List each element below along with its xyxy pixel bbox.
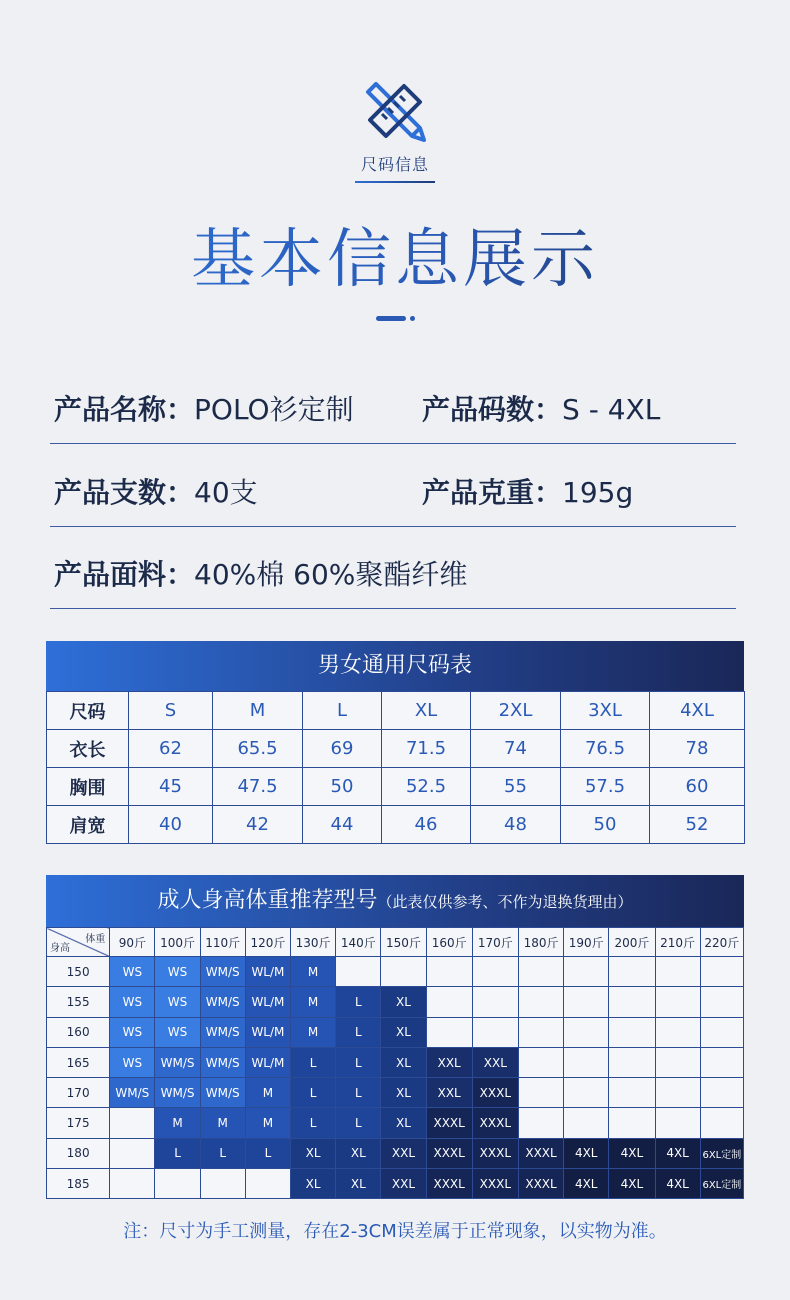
recommendation-cell (655, 1017, 700, 1047)
size-cell: 44 (303, 806, 382, 844)
recommendation-cell (609, 957, 655, 987)
recommendation-cell: L (291, 1078, 336, 1108)
recommendation-cell (472, 987, 518, 1017)
recommendation-cell (472, 957, 518, 987)
recommendation-cell: WL/M (245, 1017, 290, 1047)
size-row-label: 衣长 (47, 730, 129, 768)
recommendation-cell: M (200, 1108, 245, 1138)
size-cell: 52.5 (382, 768, 471, 806)
recommendation-row (47, 957, 744, 987)
recommendation-cell (200, 1169, 245, 1199)
recommendation-cell: XL (381, 1108, 426, 1138)
info-key: 产品名称： (54, 393, 195, 426)
recommendation-cell: WS (155, 1017, 200, 1047)
recommendation-cell (110, 1169, 155, 1199)
weight-header-cell: 170斤 (472, 928, 518, 957)
size-cell: 52 (650, 806, 745, 844)
size-cell: 62 (129, 730, 213, 768)
size-cell: 71.5 (382, 730, 471, 768)
info-item (54, 553, 467, 593)
height-label-cell: 165 (47, 1047, 110, 1077)
recommendation-cell (655, 1108, 700, 1138)
recommendation-cell: M (155, 1108, 200, 1138)
size-cell: 50 (561, 806, 650, 844)
size-cell: 40 (129, 806, 213, 844)
recommendation-title-note: （此表仅供参考、不作为退换货理由） (377, 893, 633, 911)
recommendation-cell: L (336, 1078, 381, 1108)
recommendation-cell: 4XL (609, 1138, 655, 1168)
info-key: 产品面料： (54, 558, 195, 591)
recommendation-cell: L (336, 987, 381, 1017)
recommendation-cell: 6XL定制 (700, 1169, 743, 1199)
recommendation-cell: 6XL定制 (700, 1138, 743, 1168)
size-row (47, 768, 745, 806)
size-header-cell: 4XL (650, 692, 745, 730)
recommendation-cell: WM/S (110, 1078, 155, 1108)
recommendation-row (47, 1138, 744, 1168)
logo-underline (355, 181, 435, 183)
recommendation-cell (609, 1108, 655, 1138)
recommendation-cell: XXL (426, 1047, 472, 1077)
recommendation-cell: XXXL (518, 1169, 563, 1199)
recommendation-cell (655, 957, 700, 987)
recommendation-cell: WL/M (245, 987, 290, 1017)
weight-header-cell: 200斤 (609, 928, 655, 957)
info-row (50, 445, 736, 527)
recommendation-cell: WS (110, 987, 155, 1017)
recommendation-cell: XL (381, 1047, 426, 1077)
height-label-cell: 155 (47, 987, 110, 1017)
info-item (54, 388, 354, 428)
size-cell: 46 (382, 806, 471, 844)
recommendation-cell (518, 1108, 563, 1138)
recommendation-cell (110, 1138, 155, 1168)
size-header-cell: 尺码 (47, 692, 129, 730)
recommendation-cell (518, 957, 563, 987)
size-header-cell: L (303, 692, 382, 730)
size-cell: 50 (303, 768, 382, 806)
recommendation-cell: XL (291, 1138, 336, 1168)
weight-header-cell: 100斤 (155, 928, 200, 957)
recommendation-cell (700, 957, 743, 987)
recommendation-cell (655, 1078, 700, 1108)
recommendation-cell (655, 1047, 700, 1077)
weight-header-cell: 180斤 (518, 928, 563, 957)
recommendation-cell (518, 1078, 563, 1108)
logo-label: 尺码信息 (360, 155, 429, 174)
size-cell: 78 (650, 730, 745, 768)
size-cell: 45 (129, 768, 213, 806)
weight-header-cell: 190斤 (564, 928, 609, 957)
recommendation-cell: 4XL (655, 1138, 700, 1168)
size-info-logo (0, 78, 790, 183)
size-header-cell: 2XL (471, 692, 561, 730)
size-cell: 76.5 (561, 730, 650, 768)
recommendation-cell: XXL (381, 1138, 426, 1168)
weight-header-cell: 140斤 (336, 928, 381, 957)
recommendation-cell: M (291, 1017, 336, 1047)
recommendation-cell: WM/S (155, 1078, 200, 1108)
recommendation-header-row (47, 928, 744, 957)
recommendation-cell (564, 987, 609, 1017)
info-key: 产品码数： (422, 393, 563, 426)
size-header-cell: S (129, 692, 213, 730)
size-cell: 69 (303, 730, 382, 768)
recommendation-cell: XXXL (426, 1108, 472, 1138)
recommendation-cell: WS (155, 987, 200, 1017)
weight-header-cell: 130斤 (291, 928, 336, 957)
info-value: S - 4XL (562, 393, 661, 426)
recommendation-cell: XXL (426, 1078, 472, 1108)
recommendation-row (47, 1078, 744, 1108)
height-label-cell: 185 (47, 1169, 110, 1199)
weight-header-cell: 150斤 (381, 928, 426, 957)
weight-header-cell: 110斤 (200, 928, 245, 957)
corner-weight-label: 体重 (85, 934, 106, 945)
recommendation-cell: XXL (381, 1169, 426, 1199)
recommendation-cell: XL (336, 1169, 381, 1199)
info-item (54, 471, 258, 511)
recommendation-cell: WS (155, 957, 200, 987)
recommendation-cell (564, 1108, 609, 1138)
recommendation-cell (609, 1047, 655, 1077)
size-header-row (47, 692, 745, 730)
recommendation-row (47, 1108, 744, 1138)
recommendation-cell (336, 957, 381, 987)
info-value: 40支 (194, 476, 258, 509)
recommendation-cell (564, 1078, 609, 1108)
info-item (422, 471, 633, 511)
size-cell: 57.5 (561, 768, 650, 806)
recommendation-cell: XXXL (426, 1169, 472, 1199)
recommendation-title-main: 成人身高体重推荐型号 (157, 888, 378, 913)
height-label-cell: 170 (47, 1078, 110, 1108)
recommendation-cell: WM/S (200, 957, 245, 987)
recommendation-table (46, 927, 744, 1199)
size-header-cell: XL (382, 692, 471, 730)
weight-header-cell: 160斤 (426, 928, 472, 957)
recommendation-cell (564, 1017, 609, 1047)
weight-header-cell: 220斤 (700, 928, 743, 957)
size-header-cell: 3XL (561, 692, 650, 730)
info-row (50, 362, 736, 444)
recommendation-row (47, 1169, 744, 1199)
recommendation-cell: L (155, 1138, 200, 1168)
ruler-pencil-icon (360, 78, 430, 144)
corner-cell (47, 928, 110, 957)
recommendation-cell: WM/S (200, 987, 245, 1017)
recommendation-cell: XXXL (472, 1078, 518, 1108)
size-cell: 47.5 (213, 768, 303, 806)
recommendation-cell: WL/M (245, 957, 290, 987)
recommendation-cell: WM/S (155, 1047, 200, 1077)
recommendation-cell (609, 987, 655, 1017)
recommendation-cell: M (291, 957, 336, 987)
size-cell: 65.5 (213, 730, 303, 768)
weight-header-cell: 120斤 (245, 928, 290, 957)
recommendation-cell (700, 1078, 743, 1108)
recommendation-row (47, 1047, 744, 1077)
weight-header-cell: 210斤 (655, 928, 700, 957)
recommendation-cell (426, 1017, 472, 1047)
recommendation-cell (381, 957, 426, 987)
size-cell: 60 (650, 768, 745, 806)
recommendation-cell: L (336, 1047, 381, 1077)
recommendation-cell (245, 1169, 290, 1199)
recommendation-cell (518, 987, 563, 1017)
recommendation-cell (700, 1108, 743, 1138)
size-chart-title: 男女通用尺码表 (46, 641, 744, 691)
recommendation-cell (609, 1017, 655, 1047)
recommendation-cell (564, 957, 609, 987)
recommendation-cell: L (245, 1138, 290, 1168)
recommendation-cell: L (336, 1108, 381, 1138)
size-cell: 48 (471, 806, 561, 844)
recommendation-cell: XXXL (518, 1138, 563, 1168)
recommendation-cell (700, 987, 743, 1017)
height-label-cell: 160 (47, 1017, 110, 1047)
recommendation-cell (518, 1017, 563, 1047)
recommendation-cell: XL (381, 1078, 426, 1108)
recommendation-cell: WS (110, 957, 155, 987)
recommendation-title (46, 875, 744, 927)
page-title: 基本信息展示 (0, 208, 790, 300)
recommendation-cell: 4XL (564, 1138, 609, 1168)
recommendation-cell: L (291, 1108, 336, 1138)
recommendation-cell: XL (336, 1138, 381, 1168)
recommendation-cell (655, 987, 700, 1017)
info-key: 产品支数： (54, 476, 195, 509)
recommendation-cell: 4XL (609, 1169, 655, 1199)
info-key: 产品克重： (422, 476, 563, 509)
recommendation-cell: XL (381, 1017, 426, 1047)
recommendation-cell: XXXL (472, 1169, 518, 1199)
size-chart (46, 641, 744, 844)
size-cell: 55 (471, 768, 561, 806)
recommendation-cell: XL (381, 987, 426, 1017)
recommendation-cell: M (245, 1078, 290, 1108)
recommendation-row (47, 1017, 744, 1047)
recommendation-cell (155, 1169, 200, 1199)
recommendation-cell: WM/S (200, 1017, 245, 1047)
info-value: POLO衫定制 (194, 393, 354, 426)
size-header-cell: M (213, 692, 303, 730)
recommendation-cell: WS (110, 1047, 155, 1077)
recommendation-cell: L (200, 1138, 245, 1168)
recommendation-cell: WS (110, 1017, 155, 1047)
recommendation-cell (472, 1017, 518, 1047)
recommendation-chart (46, 875, 744, 1199)
size-cell: 74 (471, 730, 561, 768)
recommendation-cell: XXXL (472, 1138, 518, 1168)
size-row (47, 806, 745, 844)
recommendation-cell: WM/S (200, 1078, 245, 1108)
recommendation-cell (518, 1047, 563, 1077)
recommendation-cell: M (245, 1108, 290, 1138)
footnote: 注：尺寸为手工测量，存在2-3CM误差属于正常现象，以实物为准。 (123, 1221, 667, 1242)
info-row (50, 527, 736, 609)
weight-header-cell: 90斤 (110, 928, 155, 957)
size-cell: 42 (213, 806, 303, 844)
info-item (422, 388, 660, 428)
title-divider-dot (410, 316, 415, 321)
size-row-label: 肩宽 (47, 806, 129, 844)
recommendation-cell (564, 1047, 609, 1077)
recommendation-row (47, 987, 744, 1017)
recommendation-cell (426, 957, 472, 987)
height-label-cell: 150 (47, 957, 110, 987)
recommendation-cell: XXXL (472, 1108, 518, 1138)
recommendation-cell (609, 1078, 655, 1108)
title-divider (376, 316, 406, 321)
recommendation-cell: L (336, 1017, 381, 1047)
recommendation-cell (110, 1108, 155, 1138)
recommendation-cell (700, 1047, 743, 1077)
height-label-cell: 175 (47, 1108, 110, 1138)
recommendation-cell (426, 987, 472, 1017)
recommendation-cell: M (291, 987, 336, 1017)
info-value: 40%棉 60%聚酯纤维 (194, 558, 468, 591)
height-label-cell: 180 (47, 1138, 110, 1168)
recommendation-cell: L (291, 1047, 336, 1077)
recommendation-cell: 4XL (655, 1169, 700, 1199)
recommendation-cell: WM/S (200, 1047, 245, 1077)
info-value: 195g (562, 476, 634, 509)
recommendation-cell: 4XL (564, 1169, 609, 1199)
corner-height-label: 身高 (50, 943, 70, 954)
recommendation-cell: WL/M (245, 1047, 290, 1077)
recommendation-cell (700, 1017, 743, 1047)
size-row (47, 730, 745, 768)
recommendation-cell: XXXL (426, 1138, 472, 1168)
size-row-label: 胸围 (47, 768, 129, 806)
recommendation-cell: XXL (472, 1047, 518, 1077)
recommendation-cell: XL (291, 1169, 336, 1199)
size-table (46, 691, 745, 844)
